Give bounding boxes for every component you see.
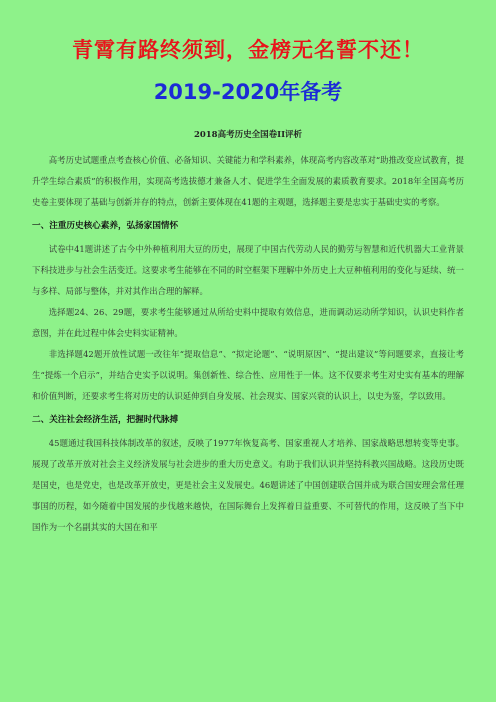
document-body <box>32 128 464 538</box>
document-title: 2018高考历史全国卷II评析 <box>193 130 303 140</box>
paragraph-q45-q46: 45题通过我国科技体制改革的叙述，反映了1977年恢复高考、国家重视人才培养、国家战略思想转变等史事。展现了改革开放对社会主义经济发展与社会进步的重大历史意义。有助于我们认识并坚持科教兴国战略。这段历史既是国史，也是党史，也是改革开放史，更是社会主义发展史。46题讲述了中国创建联合国并成为联合国安理会常任理事国的历程，如今随着中国发展的步伐越来越快，在国际舞台上发挥着日益重要、不可替代的作用，这反映了当下中国作为一个名副其实的大国在和平 <box>32 438 464 532</box>
paragraph-intro: 高考历史试题重点考查核心价值、必备知识、关键能力和学科素养，体现高考内容改革对“助推改变应试教育，提升学生综合素质”的积极作用，实现高考选拔德才兼备人才、促进学生全面发展的素质教育要求。2018年全国高考历史卷主要体现了基础与创新并存的特点，创新主要体现在41题的主观题，选择题主要是忠实于基础史实的考察。 <box>32 155 464 207</box>
paragraph-q42: 非选择题42题开放性试题一改往年“提取信息”、“拟定论题”、“说明原因”、“提出建议”等问题要求，直接让考生“提炼一个启示”，并结合史实予以说明。集创新性、综合性、应用性于一体。这不仅要求考生对史实有基本的理解和价值判断，还要求考生将对历史的认识延伸到自身发展、社会现实、国家兴衰的认识上，以史为鉴，学以致用。 <box>32 349 464 401</box>
motto-banner: 青霄有路终须到，金榜无名誓不还！ <box>72 38 424 62</box>
paragraph-choice-questions: 选择题24、26、29题，要求考生能够通过从所给史料中提取有效信息，进而调动运动所学知识，认识史料作者意图，并在此过程中体会史料实证精神。 <box>32 307 464 338</box>
section-heading-1: 一、注重历史核心素养，弘扬家国情怀 <box>32 221 179 231</box>
section-heading-2: 二、关注社会经济生活，把握时代脉搏 <box>32 415 179 425</box>
exam-year-banner: 2019-2020年备考 <box>153 80 343 104</box>
paragraph-q41: 试卷中41题讲述了古今中外种植利用大豆的历史，展现了中国古代劳动人民的勤劳与智慧和近代机器大工业背景下科技进步与社会生活变迁。这要求考生能够在不同的时空框架下理解中外历史上大豆种植利用的变化与延续、统一与多样、局部与整体，并对其作出合理的解释。 <box>32 244 464 296</box>
